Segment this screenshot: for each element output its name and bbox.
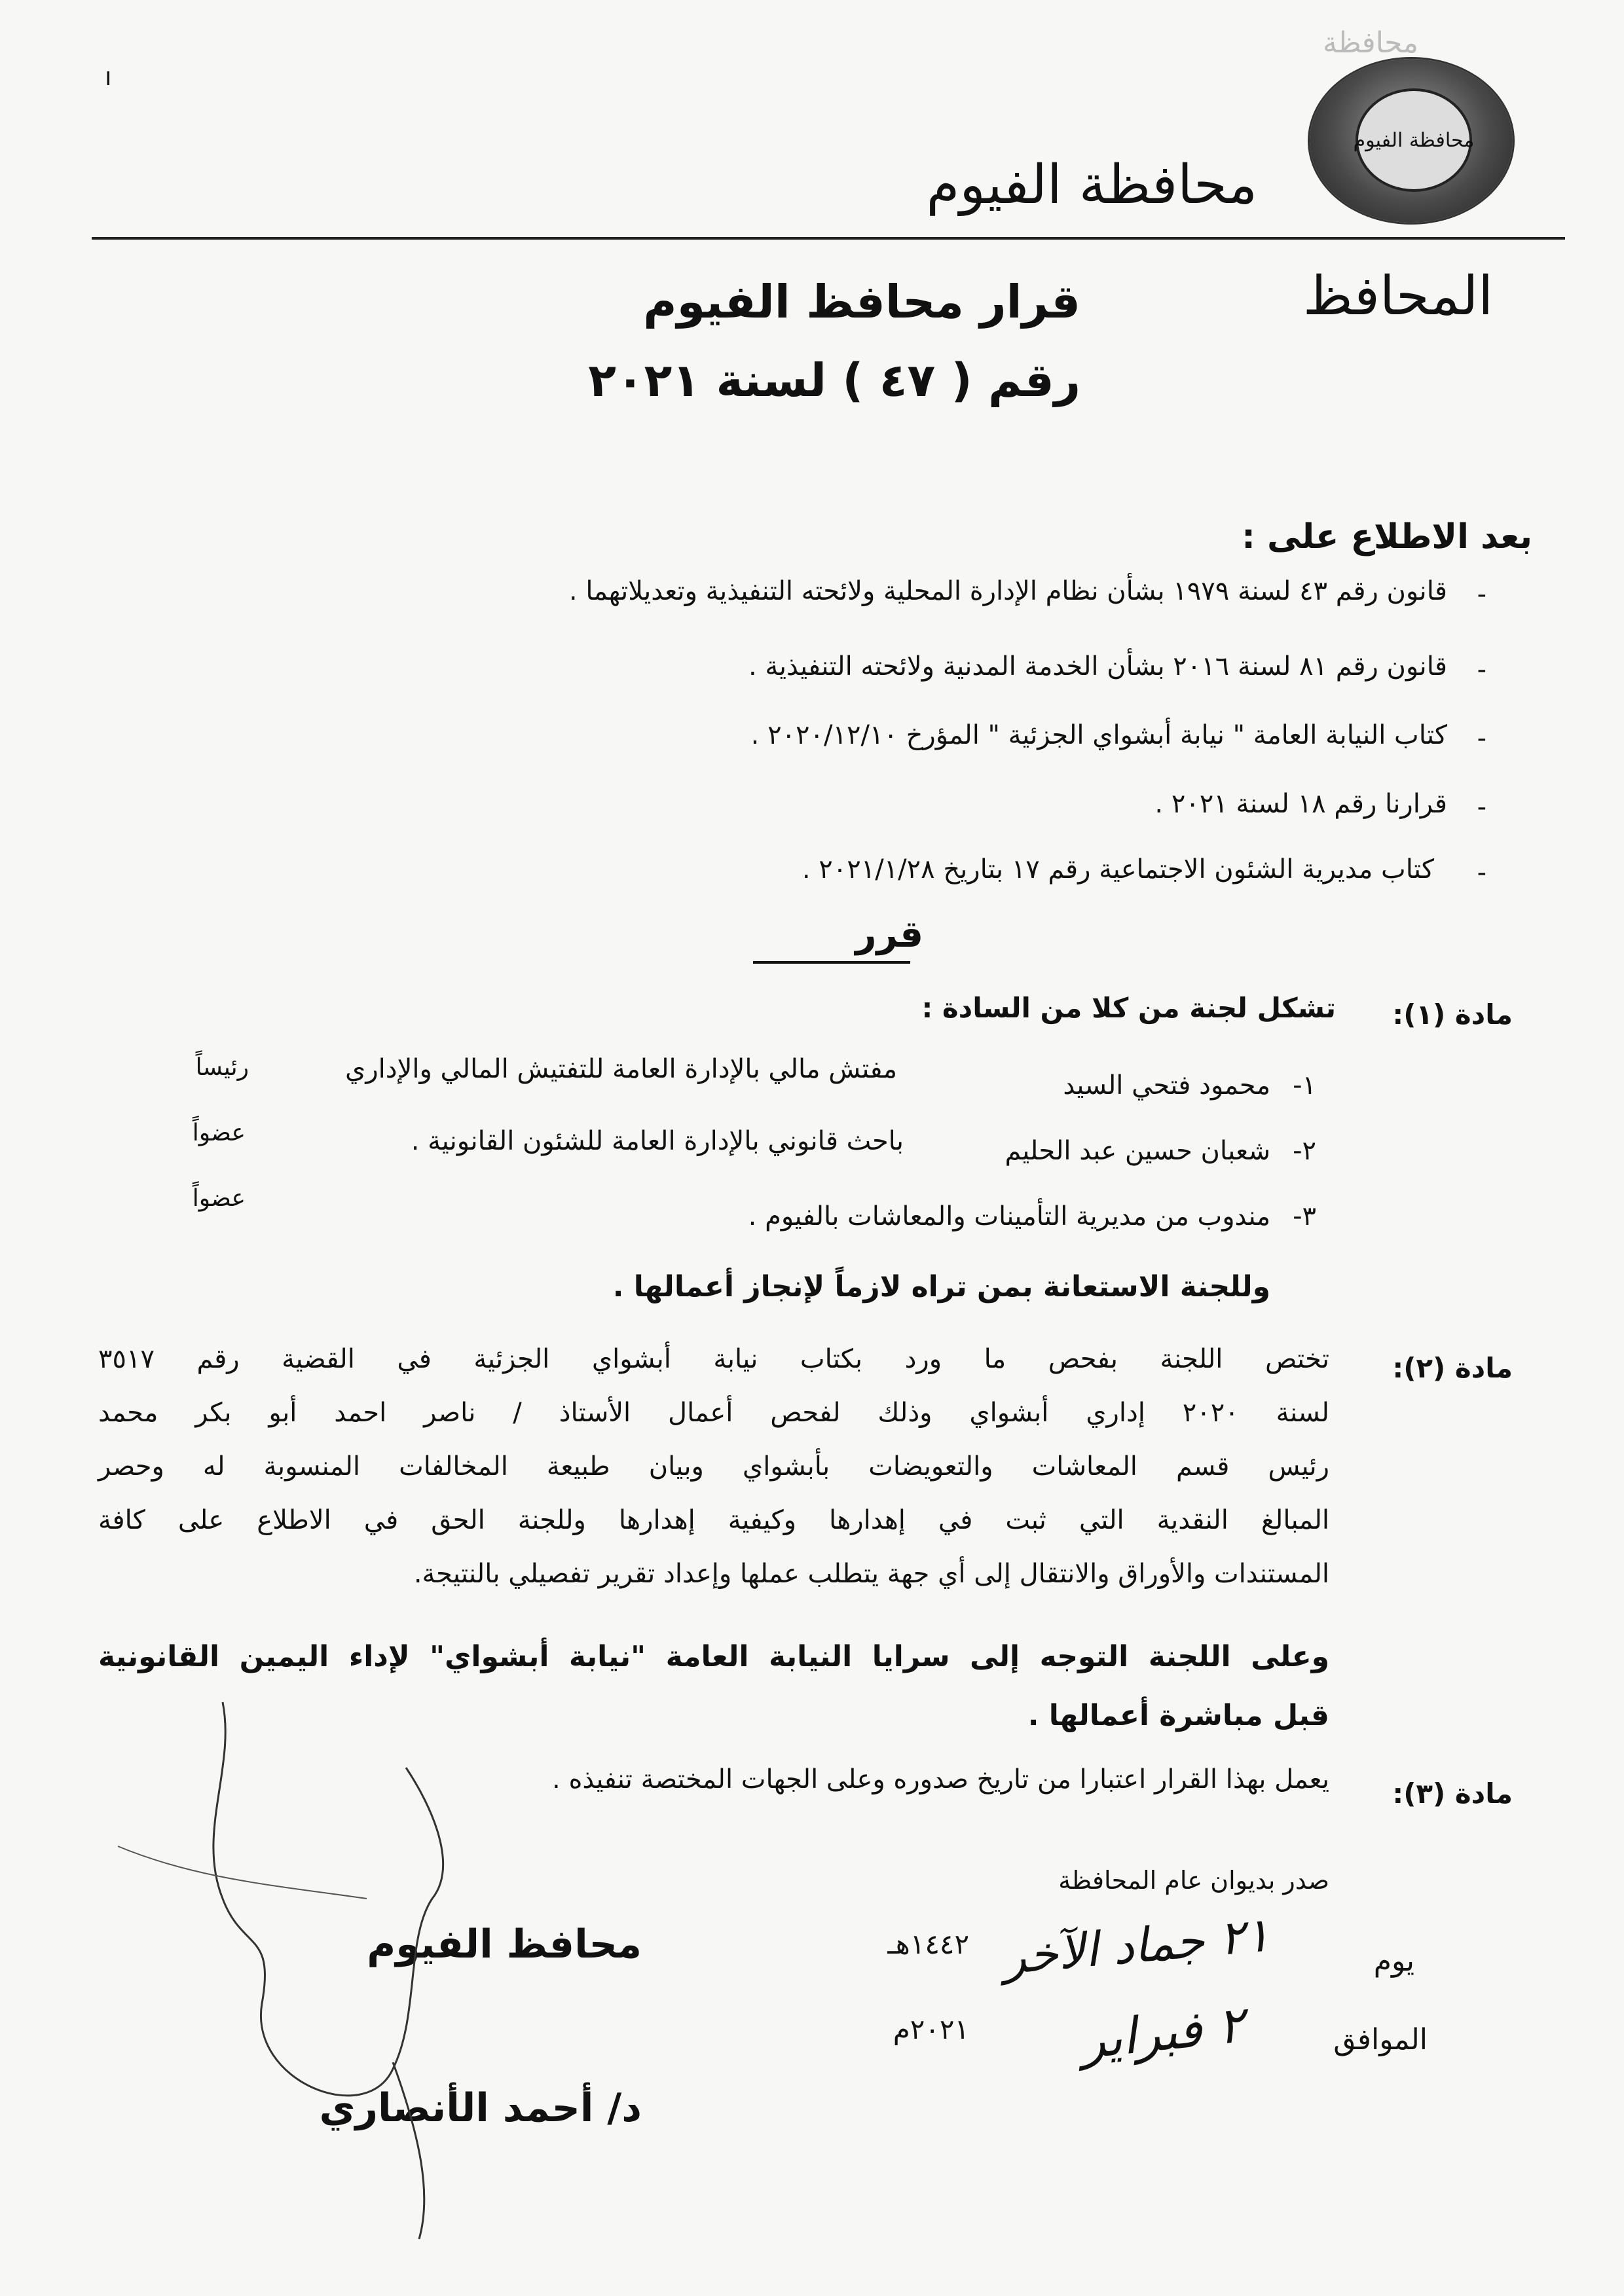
corresponding-label: الموافق — [1333, 2023, 1428, 2056]
handwritten-gregorian-date: ٢ فبراير — [1077, 1995, 1247, 2070]
article-2-label: مادة (٢): — [1392, 1352, 1513, 1384]
member-number: ١- — [1293, 1070, 1316, 1101]
signature-name: د/ أحمد الأنصاري — [319, 2085, 642, 2131]
reference-item: قرارنا رقم ١٨ لسنة ٢٠٢١ . — [1154, 789, 1447, 819]
seal-top-text: محافظة — [1323, 26, 1419, 60]
header-divider — [92, 237, 1565, 240]
page-mark: ı — [105, 62, 112, 91]
seal-center-text: محافظة الفيوم — [1356, 88, 1472, 192]
member-title: مفتش مالي بالإدارة العامة للتفتيش المالي والإداري — [345, 1054, 897, 1084]
article-2-line: لسنة ٢٠٢٠ إداري أبشواي وذلك لفحص أعمال الأستاذ / ناصر احمد أبو بكر محمد — [98, 1398, 1329, 1428]
signature-title: محافظ الفيوم — [367, 1922, 642, 1967]
article-1-intro: تشكل لجنة من كلا من السادة : — [921, 992, 1336, 1024]
article-1-label: مادة (١): — [1392, 998, 1513, 1030]
member-number: ٢- — [1293, 1136, 1316, 1166]
list-dash: - — [1477, 858, 1486, 888]
member-name: شعبان حسين عبد الحليم — [1005, 1136, 1270, 1166]
member-name: مندوب من مديرية التأمينات والمعاشات بالفيوم . — [748, 1201, 1270, 1231]
decree-title: قرار محافظ الفيوم — [643, 275, 1080, 329]
decree-word: قرر — [855, 913, 923, 956]
article-1-footer: وللجنة الاستعانة بمن تراه لازماً لإنجاز أعمالها . — [612, 1270, 1270, 1303]
article-2-line: تختص اللجنة بفحص ما ورد بكتاب نيابة أبشواي الجزئية في القضية رقم ٣٥١٧ — [98, 1344, 1329, 1374]
list-dash: - — [1477, 723, 1486, 754]
issued-at: صدر بديوان عام المحافظة — [1058, 1866, 1329, 1895]
list-dash: - — [1477, 579, 1486, 610]
article-2-line: المبالغ النقدية التي ثبت في إهدارها وكيفية إهدارها وللجنة الحق في الاطلاع على كافة — [98, 1505, 1329, 1535]
member-role: رئيساً — [195, 1054, 249, 1081]
member-role: عضواً — [192, 1185, 246, 1212]
governorate-name: محافظة الفيوم — [926, 154, 1257, 216]
governorate-seal — [1310, 59, 1513, 223]
reference-item: قانون رقم ٤٣ لسنة ١٩٧٩ بشأن نظام الإدارة المحلية ولائحته التنفيذية وتعديلاتهما . — [568, 576, 1447, 606]
article-2-line: رئيس قسم المعاشات والتعويضات بأبشواي وبيان طبيعة المخالفات المنسوبة له وحصر — [98, 1451, 1329, 1482]
article-2-body — [98, 1332, 1329, 1601]
reference-item: كتاب النيابة العامة " نيابة أبشواي الجزئية " المؤرخ ٢٠٢٠/١٢/١٠ . — [750, 720, 1447, 750]
member-name: محمود فتحي السيد — [1063, 1070, 1270, 1101]
article-2-bold-line: قبل مباشرة أعمالها . — [1027, 1699, 1329, 1732]
article-2-bold-line: وعلى اللجنة التوجه إلى سرايا النيابة العامة "نيابة أبشواي" لإداء اليمين القانونية — [98, 1640, 1329, 1673]
handwritten-hijri-date: ٢١ جماد الآخر — [1001, 1906, 1272, 1985]
article-3-text: يعمل بهذا القرار اعتبارا من تاريخ صدوره وعلى الجهات المختصة تنفيذه . — [552, 1764, 1329, 1795]
reference-item: كتاب مديرية الشئون الاجتماعية رقم ١٧ بتاريخ ٢٠٢١/١/٢٨ . — [802, 854, 1434, 884]
gregorian-year: ٢٠٢١م — [893, 2013, 969, 2045]
member-number: ٣- — [1293, 1201, 1316, 1231]
reference-item: قانون رقم ٨١ لسنة ٢٠١٦ بشأن الخدمة المدنية ولائحته التنفيذية . — [748, 651, 1447, 682]
list-dash: - — [1477, 655, 1486, 685]
preamble-heading: بعد الاطلاع على : — [1242, 517, 1532, 556]
hijri-year: ١٤٤٢هـ — [887, 1928, 969, 1960]
article-3-label: مادة (٣): — [1392, 1777, 1513, 1810]
list-dash: - — [1477, 792, 1486, 822]
member-role: عضواً — [192, 1120, 246, 1146]
governor-label: المحافظ — [1302, 265, 1493, 327]
member-title: باحث قانوني بالإدارة العامة للشئون القانونية . — [411, 1126, 904, 1156]
decree-underline — [753, 961, 910, 964]
day-label: يوم — [1373, 1944, 1414, 1978]
decree-number: رقم ( ٤٧ ) لسنة ٢٠٢١ — [588, 354, 1080, 407]
article-2-line: المستندات والأوراق والانتقال إلى أي جهة يتطلب عملها وإعداد تقرير تفصيلي بالنتيجة. — [413, 1559, 1329, 1589]
